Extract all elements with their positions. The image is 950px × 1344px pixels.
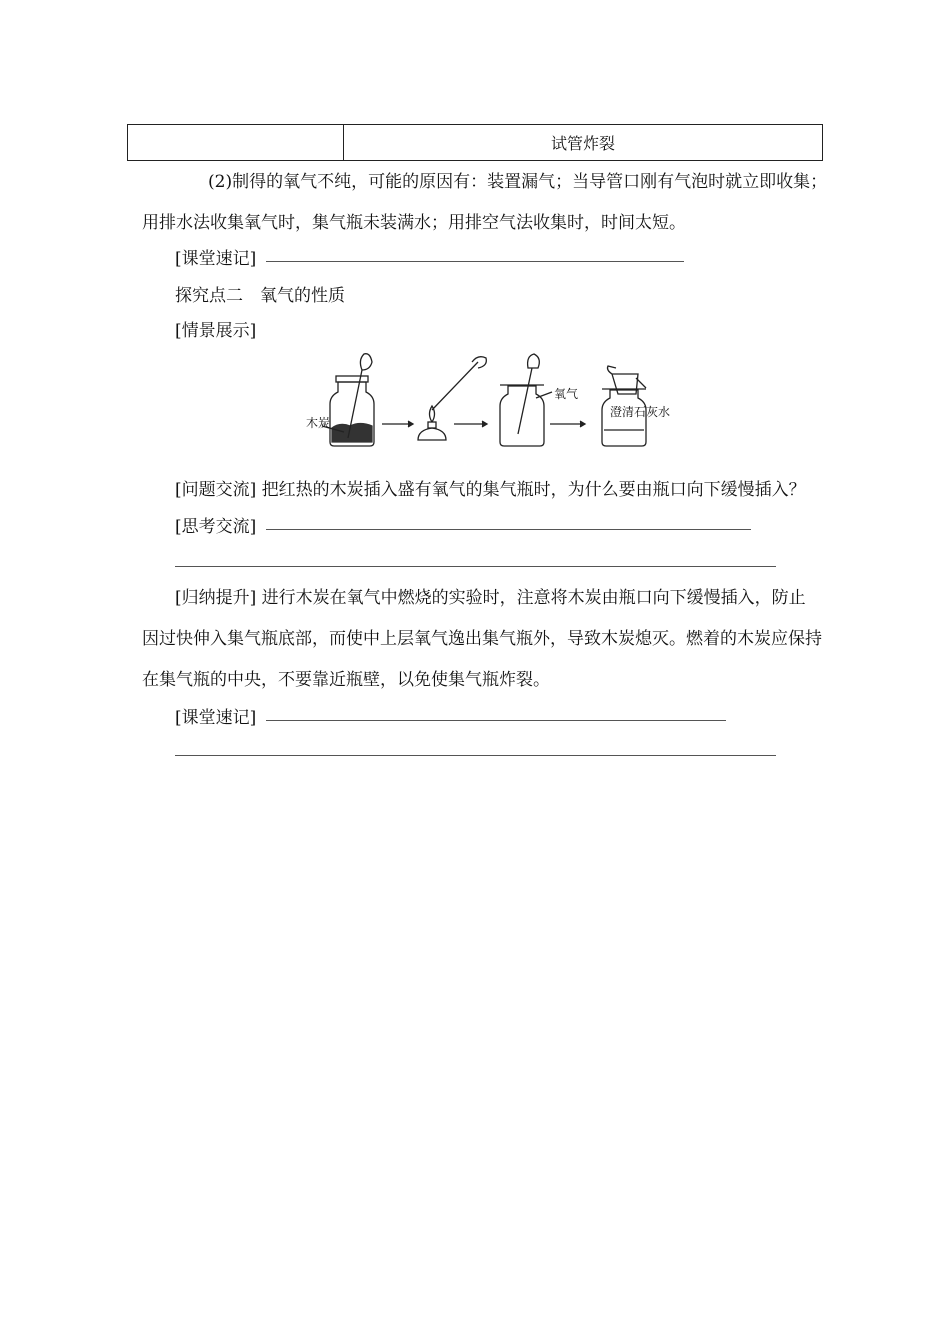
figure-label-charcoal: 木炭 (306, 416, 331, 430)
figure-label-limewater: 澄清石灰水 (610, 405, 671, 419)
class-notes-label-1: [课堂速记] (175, 249, 257, 269)
summary-line-3: 在集气瓶的中央，不要靠近瓶壁，以免使集气瓶炸裂。 (142, 670, 550, 690)
table-fragment (127, 124, 823, 161)
question-text: [问题交流] 把红热的木炭插入盛有氧气的集气瓶时，为什么要由瓶口向下缓慢插入？ (175, 480, 806, 500)
summary-line-1: [归纳提升] 进行木炭在氧气中燃烧的实验时，注意将木炭由瓶口向下缓慢插入，防止 (175, 588, 806, 608)
experiment-figure (300, 348, 690, 456)
alcohol-lamp-heating-charcoal (418, 357, 486, 440)
figure-label-oxygen: 氧气 (554, 387, 579, 401)
jar-with-charcoal (322, 354, 374, 446)
summary-line-2: 因过快伸入集气瓶底部，而使中上层氧气逸出集气瓶外，导致木炭熄灭。燃着的木炭应保持 (142, 629, 822, 649)
class-notes-label-2: [课堂速记] (175, 708, 257, 728)
answer-line (266, 529, 751, 530)
section-title: 探究点二 氧气的性质 (175, 286, 345, 306)
answer-line (266, 261, 684, 262)
answer-line (175, 755, 776, 756)
jar-with-oxygen (500, 354, 552, 446)
answer-line (175, 566, 776, 567)
scene-label: [情景展示] (175, 321, 257, 341)
think-label: [思考交流] (175, 517, 257, 537)
paragraph-1-line-2: 用排水法收集氧气时，集气瓶未装满水；用排空气法收集时，时间太短。 (142, 213, 686, 233)
table-cell: 试管炸裂 (550, 134, 615, 153)
answer-line (266, 720, 726, 721)
paragraph-1-line-1: (2)制得的氧气不纯，可能的原因有：装置漏气；当导管口刚有气泡时就立即收集； (208, 172, 828, 192)
